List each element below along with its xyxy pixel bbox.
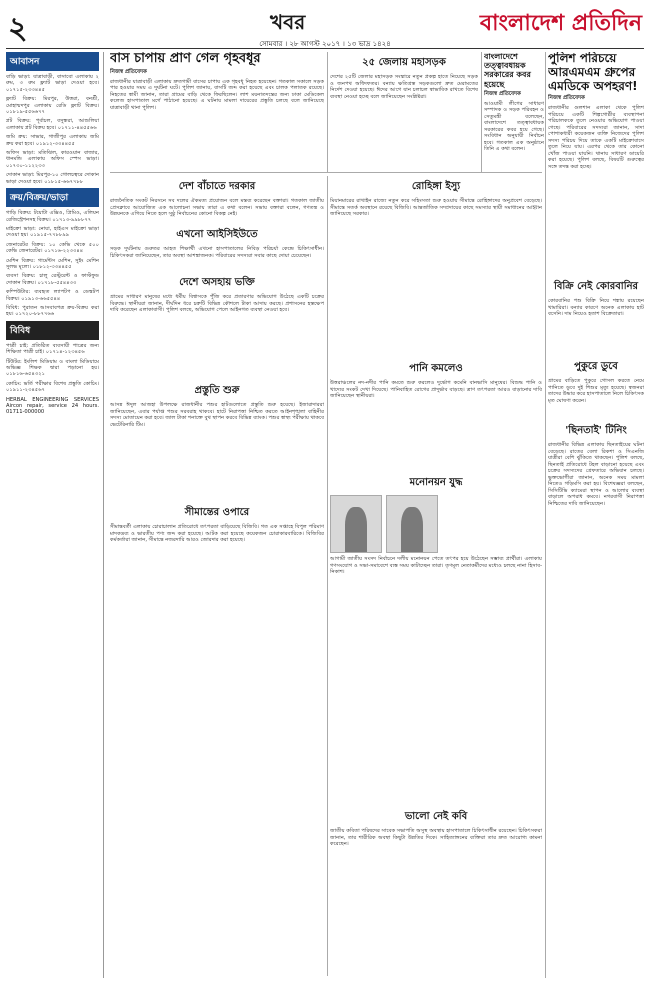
masthead-rule <box>6 48 644 49</box>
column-divider <box>545 52 546 978</box>
classified-ad: ফ্ল্যাট বিক্রয়: মিরপুর, উত্তরা, বনশ্রী, মোহাম্মদপুর এলাকায় রেডি ফ্ল্যাট বিক্রয়। ০১৮১৯-৫৫৬৬৭৭ <box>6 96 99 116</box>
story-headline: এখনো আইসিইউতে <box>176 229 258 240</box>
classified-ad: পাত্রী চাই: প্রতিষ্ঠিত ব্যবসায়ী পাত্রের জন্য শিক্ষিতা পাত্রী চাই। ০১৭১৪-১২৩৪৫৬ <box>6 342 99 356</box>
story-devotion <box>110 272 324 376</box>
story-poet <box>330 806 542 976</box>
story-headline: পুলিশ পরিচয়ে আরএমএম গ্রুপের এমডিকে অপহরণ! <box>548 52 638 93</box>
classified-ad: দোকান ভাড়া: মিরপুর-১০ গোলচত্বরে দোকান ভাড়া দেওয়া হবে। ০১৮১৫-৬৬৭৭৮৮ <box>6 172 99 185</box>
section-name: খবর <box>270 10 306 34</box>
story-body: রাজনৈতিক সংকট নিরসনে সব দলের ঐকমত্য প্রয়োজন বলে মন্তব্য করেছেন বক্তারা। গতকাল জাতীয় প্রেসক্লাবে আয়োজিত এক আলোচনা সভায় তারা এ কথা বলেন। সভায় বক্তারা বলেন, গণতন্ত্র ও উন্নয়নকে এগিয়ে নিতে হলে সুষ্ঠু নির্বাচনের কোনো বিকল্প নেই। <box>110 198 324 217</box>
story-abduction <box>548 52 644 272</box>
classified-ad: জেনারেটর বিক্রয়: ১০ কেভি থেকে ৫০০ কেভি জেনারেটর। ০১৭১৬-২২৩৩৪৪ <box>6 241 99 255</box>
story-body: মিয়ানমারের রাখাইন রাজ্যে নতুন করে সহিংসতা শুরু হওয়ায় সীমান্তে রোহিঙ্গাদের অনুপ্রবেশ বেড়েছে। সীমান্তে সতর্ক অবস্থানে রয়েছে বিজিবি। আন্তর্জাতিক সম্প্রদায়ের কাছে সমস্যার স্থায়ী সমাধানের আহ্বান জানিয়েছে সরকার। <box>330 198 542 217</box>
photo-row <box>330 495 542 553</box>
classified-ad: HERBAL ENGINEERING SERVICES Aircon repair, service 24 hours. 01711-000000 <box>6 396 99 416</box>
story-headline: দেশ বাঁচাতে দরকার <box>178 181 256 192</box>
story-headline: সীমান্তের ওপারে <box>184 507 250 518</box>
classified-ad: জমি ক্রয়: সাভার, গাজীপুর এলাকায় জমি ক্রয় করা হবে। ০১৯১২-৩৩৪৪৫৫ <box>6 134 99 147</box>
story-headline: ভালো নেই কবি <box>404 811 468 822</box>
story-highway <box>330 52 478 162</box>
classified-ad: অফিস ভাড়া: মতিঝিল, কারওয়ান বাজার, ধানমন্ডি এলাকায় অফিস স্পেস ভাড়া। ০১৭৩০-১১২২৩৩ <box>6 150 99 169</box>
classified-heading-trade: ক্রয়/বিক্রয়/ভাড়া <box>6 188 99 207</box>
story-body: সীমান্তবর্তী এলাকায় চোরাচালান প্রতিরোধে তৎপরতা বাড়িয়েছে বিজিবি। গত এক সপ্তাহে বিপুল পরিমাণ মাদকদ্রব্য ও ভারতীয় পণ্য জব্দ করা হয়েছে। আটক করা হয়েছে কয়েকজন চোরাকারবারিকে। বিজিবির কর্মকর্তারা জানান, সীমান্তে নজরদারি আরও জোরদার করা হয়েছে। <box>110 524 324 543</box>
classified-ad: কোচিং: ভর্তি পরীক্ষার বিশেষ প্রস্তুতি কোচিং। ০১৯১১-২৩৪৫৬৭ <box>6 380 99 394</box>
story-body: আগামী জাতীয় সংসদ নির্বাচনে দলীয় মনোনয়ন পেতে তৎপর হয়ে উঠেছেন সম্ভাব্য প্রার্থীরা। এলাকায় গণসংযোগ ও সভা-সমাবেশে ব্যস্ত সময় কাটাচ্ছেন তারা। তৃণমূল নেতাকর্মীদের মধ্যেও চলছে নানা হিসাব-নিকাশ। <box>330 556 542 575</box>
story-flood-water <box>330 358 542 468</box>
story-body: কোরবানির পশু বিক্রি নিয়ে শঙ্কায় রয়েছেন খামারিরা। বন্যার কারণে অনেক এলাকায় হাট বসেনি। দাম নিয়েও হতাশ বিক্রেতারা। <box>548 298 644 317</box>
brand-logo: বাংলাদেশ প্রতিদিন <box>479 11 642 36</box>
story-headline: দেশে অসহায় ভক্তি <box>179 277 255 288</box>
classified-ad: মাইক্রো ভাড়া: নোয়া, হাইএস মাইক্রো ভাড়া দেওয়া হয়। ০১৯১৫-৭৭৮৮৯৯ <box>6 225 99 239</box>
portrait-photo <box>386 495 438 553</box>
column-divider <box>327 52 328 172</box>
classified-ad: বাড়ি ভাড়া: যাত্রাবাড়ী, বাসাবো এলাকায় ২ রুম, ৩ রুম ফ্ল্যাট ভাড়া দেওয়া হবে। ০১৭১৫-২৩৩৪৪৫ <box>6 74 99 93</box>
story-byline: নিজস্ব প্রতিবেদক <box>484 90 521 97</box>
story-nomination <box>330 472 542 802</box>
story-headline: 'ছিনতাই' টিনিং <box>565 425 627 436</box>
story-body: গ্রামের বাড়িতে পুকুরে গোসল করতে নেমে পানিতে ডুবে দুই শিশুর মৃত্যু হয়েছে। স্বজনরা তাদের উদ্ধার করে হাসপাতালে নিলে চিকিৎসক মৃত ঘোষণা করেন। <box>548 378 644 404</box>
story-body: গ্রামের সাধারণ মানুষের মধ্যে ধর্মীয় বিশ্বাসকে পুঁজি করে প্রতারণার অভিযোগ উঠেছে একটি চক্রের বিরুদ্ধে। স্থানীয়রা জানান, দীর্ঘদিন ধরে চক্রটি বিভিন্ন কৌশলে টাকা আদায় করছে। প্রশাসনের হস্তক্ষেপ দাবি করেছেন এলাকাবাসী। পুলিশ বলছে, অভিযোগ পেলে আইনগত ব্যবস্থা নেওয়া হবে। <box>110 294 324 313</box>
classified-heading-misc: বিবিধ <box>6 321 99 340</box>
classified-ad: টিউটর: ইংলিশ মিডিয়াম ও বাংলা মিডিয়ামে অভিজ্ঞ শিক্ষক দ্বারা পড়ানো হয়। ০১৮১৬-৬৫৪৩২১ <box>6 358 99 378</box>
story-body: রাজধানীর যাত্রাবাড়ী এলাকায় দ্রুতগামী বাসের চাপায় এক গৃহবধূ নিহত হয়েছেন। গতকাল সকালে সড়ক পার হওয়ার সময় এ দুর্ঘটনা ঘটে। পুলিশ জানায়, বাসটি জব্দ করা হয়েছে এবং চালক পলাতক রয়েছে। নিহতের স্বামী জানান, তারা গ্রামের বাড়ি থেকে ফিরছিলেন। লাশ ময়নাতদন্তের জন্য ঢাকা মেডিকেল কলেজ হাসপাতাল মর্গে পাঠানো হয়েছে। এ ঘটনায় মামলা দায়েরের প্রস্তুতি চলছে বলে জানিয়েছে যাত্রাবাড়ী থানা পুলিশ। <box>110 78 324 111</box>
story-snatching <box>548 420 644 976</box>
story-headline: পানি কমলেও <box>409 363 463 374</box>
story-save-country <box>110 176 324 222</box>
portrait-photo <box>330 495 382 553</box>
story-headline: বিক্রি নেই কোরবানির <box>553 281 639 292</box>
classified-ad: ব্যবসা বিক্রয়: চালু রেস্টুরেন্ট ও ফাস্টফুড দোকান বিক্রয়। ০১৭১৮-৫৫৪৪৩৩ <box>6 273 99 286</box>
classified-list-housing <box>6 74 99 185</box>
classified-list-trade <box>6 210 99 318</box>
story-pond-drowning <box>548 356 644 416</box>
classified-heading-housing: আবাসন <box>6 52 99 71</box>
story-caretaker-govt <box>484 52 544 162</box>
classified-column <box>6 52 104 978</box>
story-body: জাতীয় কবিতা পরিষদের সাবেক সভাপতি অসুস্থ অবস্থায় হাসপাতালে চিকিৎসাধীন রয়েছেন। চিকিৎসকরা জানান, তার শারীরিক অবস্থা কিছুটা উন্নতির দিকে। সাহিত্যাঙ্গনের ব্যক্তিরা তার দ্রুত আরোগ্য কামনা করেছেন। <box>330 828 542 847</box>
story-body: আসন্ন ঈদুল আজহা উপলক্ষে রাজধানীর পশুর হাটগুলোতে প্রস্তুতি শুরু হয়েছে। ইজারাদাররা জানিয়েছেন, এবার পর্যাপ্ত পশুর সরবরাহ থাকবে। হাটে নিরাপত্তা নিশ্চিত করতে আইনশৃঙ্খলা বাহিনীর সদস্য মোতায়েন করা হবে। জাল টাকা শনাক্তে বুথ স্থাপন করবে বিভিন্ন ব্যাংক। পশুর স্বাস্থ্য পরীক্ষায় থাকবে ভেটেরিনারি টিম। <box>110 402 324 428</box>
story-rohingya <box>330 176 542 354</box>
classified-ad: বিবিধ: পুরাতন আসবাবপত্র ক্রয়-বিক্রয় করা হয়। ০১৭২০-৮৮৭৭৬৬ <box>6 304 99 318</box>
story-headline: মনোনয়ন যুদ্ধ <box>409 477 463 488</box>
dateline: সোমবার । ২৮ আগস্ট ২০১৭ । ১৩ ভাদ্র ১৪২৪ <box>259 40 391 48</box>
column-divider <box>327 176 328 976</box>
story-body: দেশের ২৫টি জেলার মহাসড়ক সংস্কারে নতুন প্রকল্প হাতে নিয়েছে সড়ক ও জনপথ অধিদফতর। বন্যায় ক্ষতিগ্রস্ত সড়কগুলো দ্রুত মেরামতের নির্দেশ দেওয়া হয়েছে। ঈদের আগে যান চলাচল স্বাভাবিক রাখতে বিশেষ ব্যবস্থা নেওয়া হচ্ছে বলে জানিয়েছেন সংশ্লিষ্টরা। <box>330 74 478 100</box>
classified-ad: গাড়ি বিক্রয়: টয়োটা এক্সিও, প্রিমিও, এলিয়ন রেজিস্ট্রেশনসহ বিক্রয়। ০১৭১৩-৯৯৮৮৭৭ <box>6 210 99 223</box>
story-no-sale <box>548 276 644 352</box>
classified-ad: প্লট বিক্রয়: পূর্বাচল, বসুন্ধরা, আশুলিয়া এলাকায় প্লট বিক্রয় হবে। ০১৭১১-৪৪৫৫৬৬ <box>6 118 99 131</box>
story-headline: রোহিঙ্গা ইস্যু <box>411 181 461 192</box>
story-icu <box>110 224 324 268</box>
story-byline: নিজস্ব প্রতিবেদক <box>548 95 585 102</box>
column-divider <box>481 52 482 172</box>
masthead <box>0 0 650 48</box>
story-headline: ২৫ জেলায় মহাসড়ক <box>362 57 446 68</box>
story-body: সড়ক দুর্ঘটনায় গুরুতর আহত শিক্ষার্থী এখনো হাসপাতালের নিবিড় পরিচর্যা কেন্দ্রে চিকিৎসাধীন। চিকিৎসকরা জানিয়েছেন, তার অবস্থা আশঙ্কাজনক। পরিবারের সদস্যরা সবার কাছে দোয়া চেয়েছেন। <box>110 246 324 259</box>
section-divider <box>110 172 542 173</box>
story-body: রাজধানীর বিভিন্ন এলাকায় ছিনতাইয়ের ঘটনা বেড়েছে। রাতের বেলা রিকশা ও সিএনজি যাত্রীরা বেশি ঝুঁকিতে থাকছেন। পুলিশ বলছে, ছিনতাই প্রতিরোধে টহল বাড়ানো হয়েছে এবং চক্রের সদস্যদের গ্রেফতারে অভিযান চলছে। ভুক্তভোগীরা জানান, অনেক সময় মামলা নিতেও গড়িমসি করা হয়। বিশেষজ্ঞরা বলছেন, সিসিটিভি ক্যামেরা স্থাপন ও আলোর ব্যবস্থা বাড়ালে অপরাধ কমবে। নগরবাসী নিরাপত্তা নিশ্চিতের দাবি জানিয়েছেন। <box>548 442 644 507</box>
story-body: উত্তরাঞ্চলের নদ-নদীর পানি কমতে শুরু করলেও দুর্ভোগ কমেনি বানভাসি মানুষের। বিশুদ্ধ পানি ও খাদ্যের সংকট দেখা দিয়েছে। পানিবাহিত রোগের প্রাদুর্ভাব বাড়ছে। ত্রাণ তৎপরতা আরও বাড়ানোর দাবি জানিয়েছেন স্থানীয়রা। <box>330 380 542 399</box>
story-body: রাজধানীর গুলশান এলাকা থেকে পুলিশ পরিচয়ে একটি শিল্পগোষ্ঠীর ব্যবস্থাপনা পরিচালককে তুলে নেওয়ার অভিযোগ পাওয়া গেছে। পরিবারের সদস্যরা জানান, সাদা পোশাকধারী কয়েকজন ব্যক্তি নিজেদের পুলিশ সদস্য পরিচয় দিয়ে তাকে একটি মাইক্রোবাসে তুলে নিয়ে যায়। এরপর থেকে তার কোনো খোঁজ পাওয়া যায়নি। থানায় সাধারণ ডায়েরি করা হয়েছে। পুলিশ বলছে, বিষয়টি গুরুত্বের সঙ্গে তদন্ত করা হচ্ছে। <box>548 105 644 170</box>
story-preparation <box>110 380 324 498</box>
classified-ad: কম্পিউটার: ব্যবহৃত ল্যাপটপ ও ডেস্কটপ বিক্রয়। ০১৯১৩-৬৬৫৫৪৪ <box>6 289 99 302</box>
story-headline: বাংলাদেশে তত্ত্বাবধায়ক সরকারের কবর হয়েছে <box>484 52 531 89</box>
story-byline: নিজস্ব প্রতিবেদক <box>110 68 147 75</box>
classified-ad: মেশিন বিক্রয়: গার্মেন্টস মেশিন, সুইং মেশিন সুলভ মূল্যে। ০১৮১২-৩৩৪৪৫৫ <box>6 257 99 270</box>
story-bus-accident <box>110 52 324 170</box>
story-headline: পুকুরে ডুবে <box>574 361 618 372</box>
story-body: আওয়ামী লীগের সাধারণ সম্পাদক ও সড়ক পরিবহন ও সেতুমন্ত্রী বলেছেন, বাংলাদেশে তত্ত্বাবধায়ক সরকারের কবর হয়ে গেছে। সংবিধান অনুযায়ী নির্বাচন হবে। গতকাল এক অনুষ্ঠানে তিনি এ কথা বলেন। <box>484 100 544 153</box>
classified-list-misc <box>6 343 99 416</box>
story-border <box>110 502 324 976</box>
story-headline: বাস চাপায় প্রাণ গেল গৃহবধূর <box>110 52 261 66</box>
page-number: ২ <box>8 11 28 46</box>
story-headline: প্রস্তুতি শুরু <box>194 385 240 396</box>
